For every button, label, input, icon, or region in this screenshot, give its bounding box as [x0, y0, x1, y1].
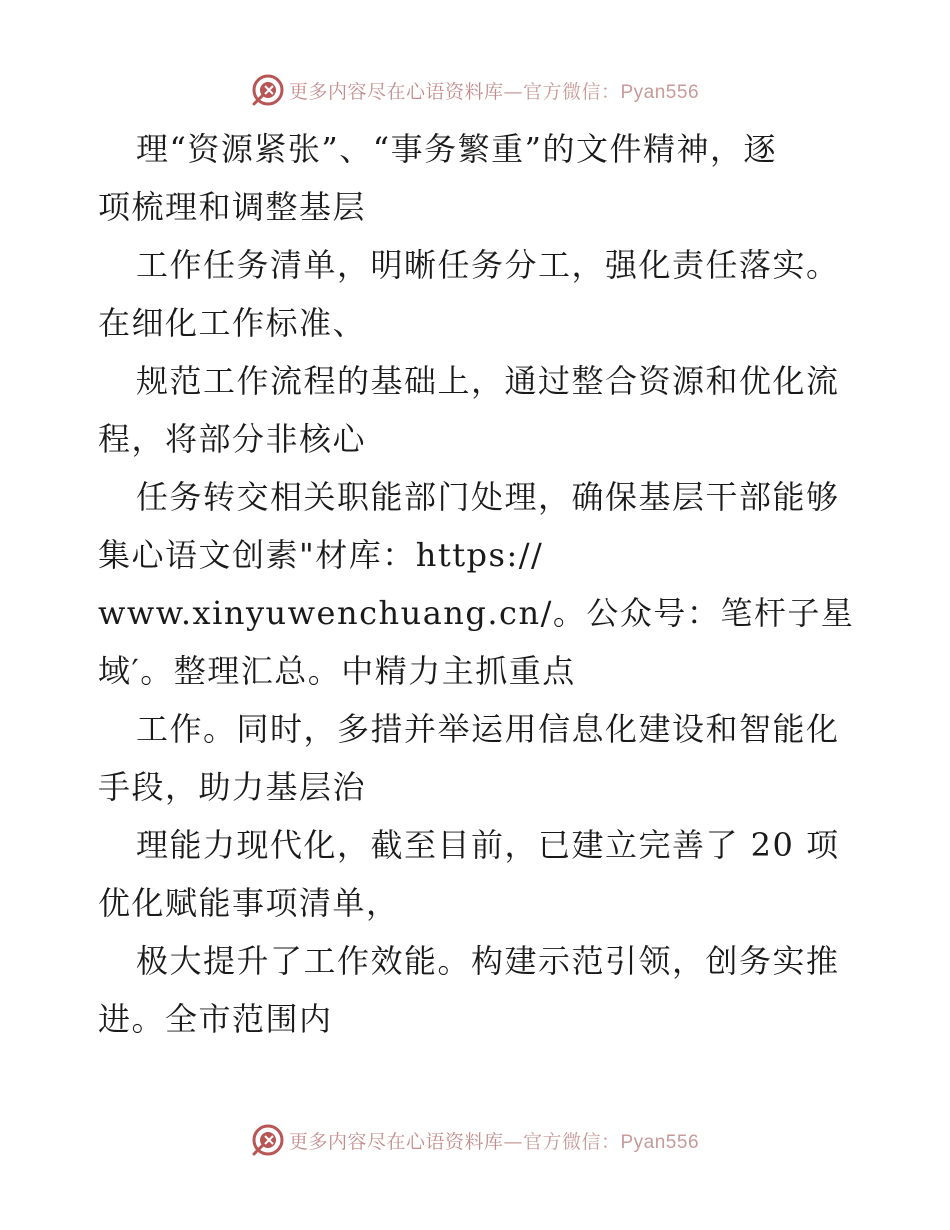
text-line: 任务转交相关职能部门处理，确保基层干部能够 — [136, 478, 840, 516]
text-line: 理能力现代化，截至目前，已建立完善了 20 项 — [136, 826, 840, 864]
text-line: 域′。整理汇总。中精力主抓重点 — [98, 652, 576, 690]
text-line: 进。全市范围内 — [98, 1000, 333, 1038]
header-watermark — [0, 70, 950, 110]
text-line: 程，将部分非核心 — [98, 420, 367, 458]
text-line: www.xinyuwenchuang.cn/。公众号：笔杆子星 — [98, 594, 855, 632]
text-line: 集心语文创素"材库：https:// — [98, 536, 544, 574]
watermark-text — [289, 77, 699, 104]
text-line: 极大提升了工作效能。构建示范引领，创务实推 — [136, 942, 840, 980]
footer-watermark — [0, 1120, 950, 1160]
text-line: 在细化工作标准、 — [98, 304, 367, 342]
watermark-official: 官方微信： — [522, 1130, 621, 1153]
document-body — [98, 120, 858, 1048]
watermark-main: 更多内容尽在心语资料库 — [288, 1130, 504, 1153]
watermark-dash: — — [503, 80, 523, 103]
seal-logo-icon — [251, 73, 285, 107]
text-line: 理“资源紧张”、“事务繁重”的文件精神，逐 — [136, 130, 777, 168]
text-line: 手段，助力基层治 — [98, 768, 367, 806]
watermark-id: Pyan556 — [620, 1131, 700, 1153]
watermark-id: Pyan556 — [620, 81, 700, 103]
watermark-official: 官方微信： — [522, 80, 621, 103]
watermark-dash: — — [503, 1130, 523, 1153]
watermark-text — [289, 1127, 699, 1154]
text-line: 工作任务清单，明晰任务分工，强化责任落实。 — [136, 246, 840, 284]
text-line: 规范工作流程的基础上，通过整合资源和优化流 — [136, 362, 840, 400]
watermark-main: 更多内容尽在心语资料库 — [288, 80, 504, 103]
text-line: 工作。同时，多措并举运用信息化建设和智能化 — [136, 710, 840, 748]
text-line: 优化赋能事项清单， — [98, 884, 400, 922]
seal-logo-icon — [251, 1123, 285, 1157]
text-line: 项梳理和调整基层 — [98, 188, 367, 226]
